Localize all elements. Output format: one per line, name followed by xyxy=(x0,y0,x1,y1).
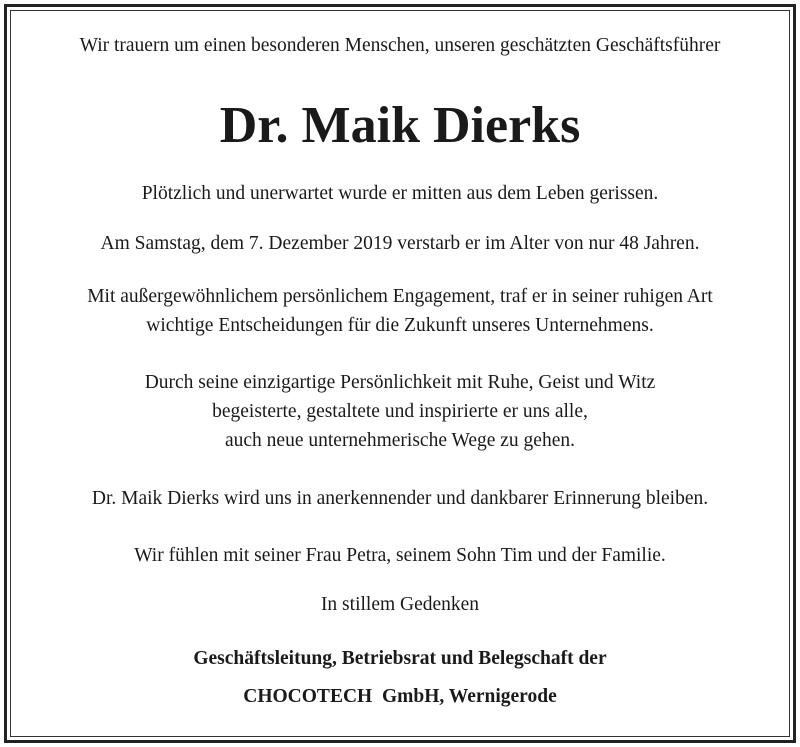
date-of-death-text: Am Samstag, dem 7. Dezember 2019 verstarb er im Alter von nur 48 Jahren. xyxy=(100,233,700,254)
personality-line: begeisterte, gestaltete und inspirierte er uns alle, xyxy=(212,401,588,422)
sudden-death-text: Plötzlich und unerwartet wurde er mitten aus dem Leben gerissen. xyxy=(141,183,659,204)
signature-line-1: Geschäftsleitung, Betriebsrat und Belegschaft der xyxy=(193,648,607,669)
closing-text: In stillem Gedenken xyxy=(320,594,480,615)
engagement-paragraph xyxy=(0,282,800,340)
memory-text: Dr. Maik Dierks wird uns in anerkennender und dankbarer Erinnerung bleiben. xyxy=(91,488,709,509)
signature-line-2: CHOCOTECH GmbH, Wernigerode xyxy=(243,686,557,707)
engagement-line: Mit außergewöhnlichem persönlichem Engagement, traf er in seiner ruhigen Art xyxy=(87,286,713,307)
condolence-text: Wir fühlen mit seiner Frau Petra, seinem Sohn Tim und der Familie. xyxy=(134,545,666,566)
personality-line: auch neue unternehmerische Wege zu gehen. xyxy=(225,430,575,451)
deceased-name-title: Dr. Maik Dierks xyxy=(219,97,581,154)
intro-text: Wir trauern um einen besonderen Menschen, unseren geschätzten Geschäftsführer xyxy=(79,35,721,56)
personality-line: Durch seine einzigartige Persönlichkeit mit Ruhe, Geist und Witz xyxy=(144,372,656,393)
personality-paragraph xyxy=(0,368,800,455)
engagement-line: wichtige Entscheidungen für die Zukunft unseres Unternehmens. xyxy=(146,315,654,336)
